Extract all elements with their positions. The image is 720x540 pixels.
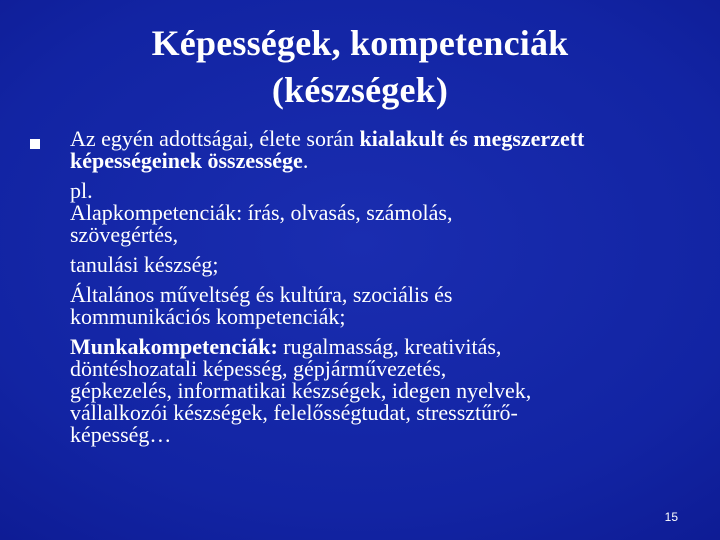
altalanos-line-2: kommunikációs kompetenciák; bbox=[70, 304, 346, 329]
pl-line: pl. bbox=[70, 178, 93, 203]
bullet-text bbox=[70, 128, 670, 446]
alap-line-1: Alapkompetenciák: írás, olvasás, számolás, bbox=[70, 200, 453, 225]
intro-bold: kialakult és megszerzett képességeinek összessége bbox=[70, 126, 585, 173]
intro-end: . bbox=[302, 148, 309, 173]
munka-line-3: gépkezelés, informatikai készségek, idegen nyelvek, bbox=[70, 378, 532, 403]
square-bullet-icon bbox=[30, 139, 40, 149]
intro-line-1 bbox=[70, 128, 670, 172]
slide-title bbox=[60, 20, 660, 114]
munka-line-4: vállalkozói készségek, felelősségtudat, stressztűrő- bbox=[70, 400, 518, 425]
munka-line-1-rest: rugalmasság, kreativitás, bbox=[277, 334, 502, 359]
altalanos-line-1: Általános műveltség és kultúra, szociális és bbox=[70, 282, 453, 307]
intro-plain: Az egyén adottságai, élete során bbox=[70, 126, 360, 151]
page-number: 15 bbox=[664, 510, 678, 524]
munka-line-2: döntéshozatali képesség, gépjárművezetés, bbox=[70, 356, 447, 381]
munka-line-5: képesség… bbox=[70, 422, 172, 447]
munka-line-1 bbox=[70, 336, 670, 358]
slide-title-line-1: Képességek, kompetenciák bbox=[151, 23, 569, 63]
slide-title-line-2: (készségek) bbox=[271, 69, 449, 110]
tanulasi-line: tanulási készség; bbox=[70, 252, 219, 277]
alap-line-2: szövegértés, bbox=[70, 222, 179, 247]
munka-label: Munkakompetenciák: bbox=[70, 334, 278, 359]
